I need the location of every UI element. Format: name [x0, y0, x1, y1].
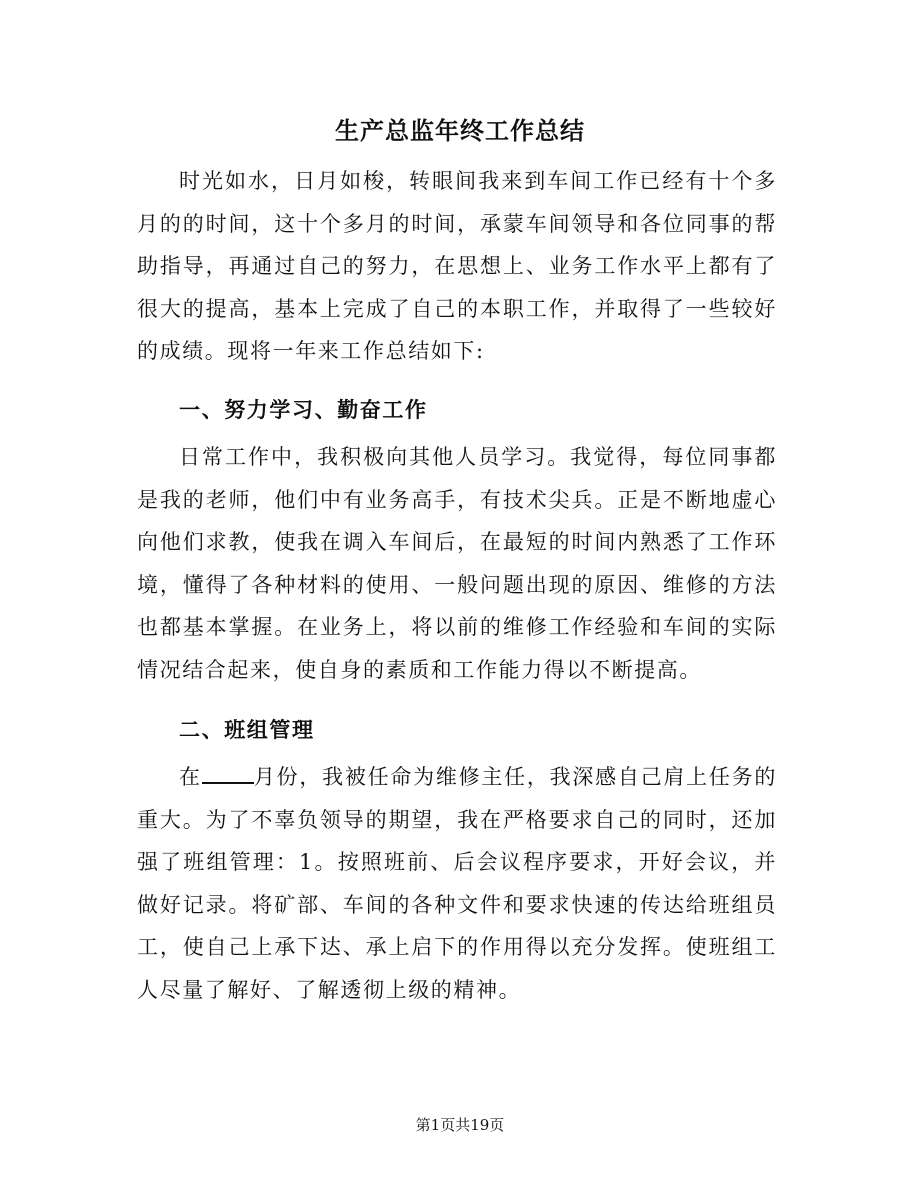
page-number-footer: 第1页共19页	[415, 1116, 505, 1134]
fill-in-blank	[202, 764, 254, 784]
section-2-heading: 二、班组管理	[179, 718, 315, 742]
section-2-paragraph	[137, 756, 777, 1012]
section-2-text: 月份，我被任命为维修主任，我深感自己肩上任务的重大。为了不辜负领导的期望，我在严格要求自己的同时，还加强了班组管理：1。按照班前、后会议程序要求，开好会议，并做好记录。将矿部、车间的各种文件和要求快速的传达给班组员工，使自己上承下达、承上启下的作用得以充分发挥。使班组工人尽量了解好、了解透彻上级的精神。	[137, 765, 777, 1002]
intro-paragraph: 时光如水，日月如梭，转眼间我来到车间工作已经有十个多月的的时间，这十个多月的时间，承蒙车间领导和各位同事的帮助指导，再通过自己的努力，在思想上、业务工作水平上都有了很大的提高，基本上完成了自己的本职工作，并取得了一些较好的成绩。现将一年来工作总结如下:	[137, 169, 777, 364]
document-title: 生产总监年终工作总结	[335, 117, 585, 145]
section-1-paragraph: 日常工作中，我积极向其他人员学习。我觉得，每位同事都是我的老师，他们中有业务高手，有技术尖兵。正是不断地虚心向他们求教，使我在调入车间后，在最短的时间内熟悉了工作环境，懂得了各种材料的使用、一般问题出现的原因、维修的方法也都基本掌握。在业务上，将以前的维修工作经验和车间的实际情况结合起来，使自身的素质和工作能力得以不断提高。	[137, 445, 777, 682]
section-1-heading: 一、努力学习、勤奋工作	[179, 398, 428, 422]
section-2-prefix: 在	[179, 765, 202, 789]
